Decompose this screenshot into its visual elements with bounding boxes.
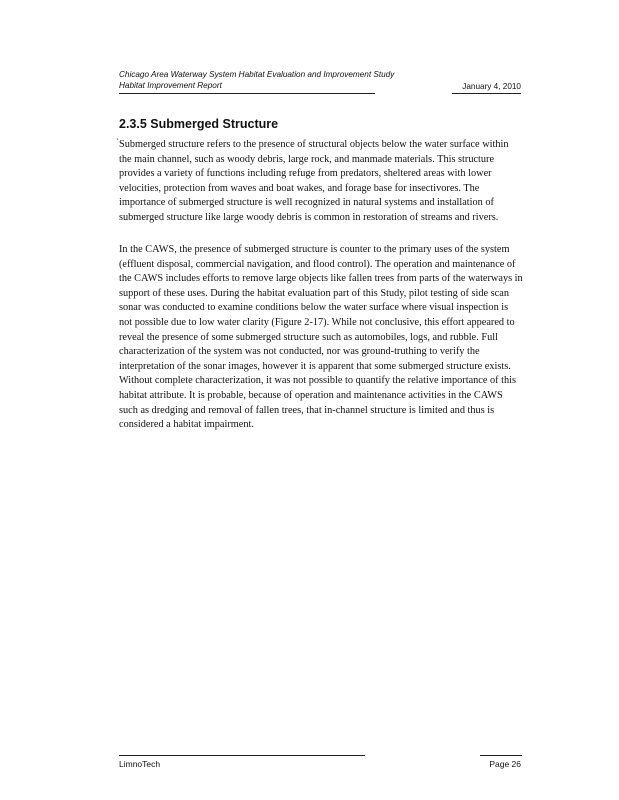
running-header bbox=[119, 69, 521, 91]
section-heading: 2.3.5 Submerged Structure bbox=[119, 117, 279, 131]
footer-company: LimnoTech bbox=[119, 759, 161, 769]
body-paragraph-2: In the CAWS, the presence of submerged structure is counter to the primary uses of the system (effluent disposal, commercial navigation, and flood control). The operation and maintenance of the CAWS includes efforts to remove large objects like fallen trees from parts of the waterways in support of these uses. During the habitat evaluation part of this Study, pilot testing of side scan sonar was conducted to examine conditions below the water surface where visual inspection is not possible due to low water clarity (Figure 2-17). While not conclusive, this effort appeared to reveal the presence of some submerged structure such as automobiles, logs, and rubble. Full characterization of the system was not conducted, nor was ground-truthing to verify the interpretation of the sonar images, however it is apparent that some submerged structure exists. Without complete characterization, it was not possible to quantify the relative importance of this habitat attribute. It is probable, because of operation and maintenance activities in the CAWS such as dredging and removal of fallen trees, that in-channel structure is limited and thus is considered a habitat impairment. bbox=[119, 244, 523, 431]
header-date: January 4, 2010 bbox=[462, 82, 521, 91]
body-paragraph-1: Submerged structure refers to the presence of structural objects below the water surface within the main channel, such as woody debris, large rock, and manmade materials. This structure provides a variety of functions including refuge from predators, sheltered areas with lower velocities, protection from waves and boat wakes, and forage base for insectivores. The importance of submerged structure is well recognized in natural systems and installation of submerged structure like large woody debris is common in restoration of streams and rivers. bbox=[119, 139, 509, 223]
header-report-title: Habitat Improvement Report bbox=[119, 81, 222, 90]
footer-rule-right bbox=[480, 755, 522, 756]
stray-mark: ` bbox=[116, 137, 119, 147]
header-date-rule bbox=[452, 93, 521, 94]
header-rule bbox=[119, 93, 375, 94]
header-study-title: Chicago Area Waterway System Habitat Evaluation and Improvement Study bbox=[119, 70, 395, 79]
footer-rule-left bbox=[119, 755, 365, 756]
footer-page-number: Page 26 bbox=[489, 759, 521, 769]
